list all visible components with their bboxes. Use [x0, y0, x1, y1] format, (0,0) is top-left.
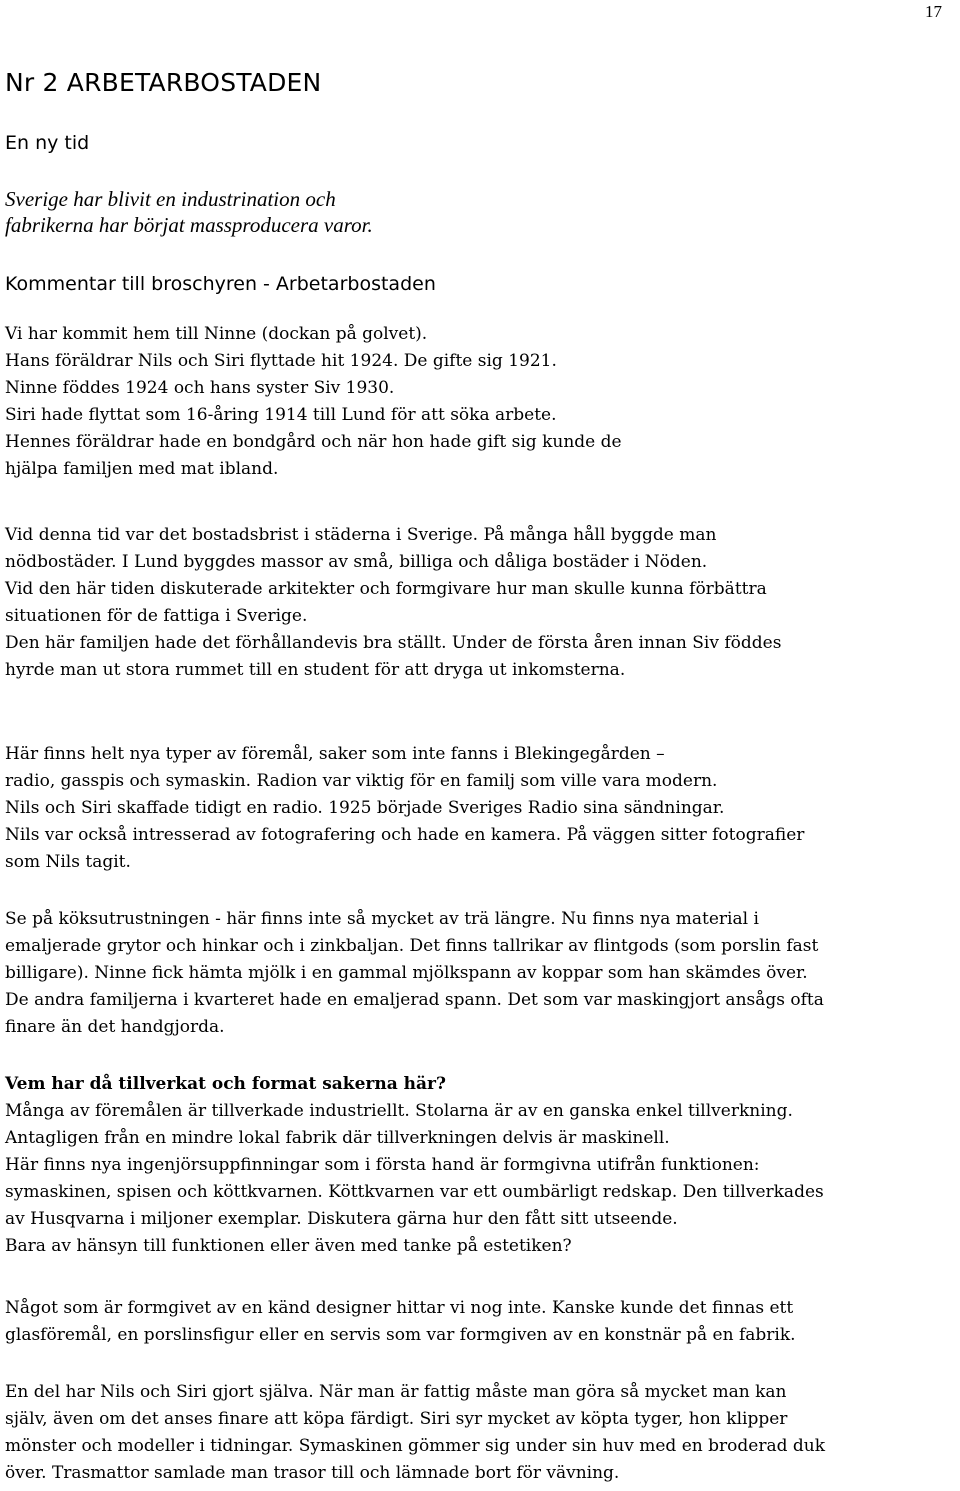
text-line: Antagligen från en mindre lokal fabrik där tillverkningen delvis är maskinell. [5, 1128, 670, 1148]
text-line: Hans föräldrar Nils och Siri flyttade hit 1924. De gifte sig 1921. [5, 351, 557, 371]
comment-heading: Kommentar till broschyren - Arbetarbostaden [5, 273, 436, 295]
text-line: som Nils tagit. [5, 852, 131, 872]
text-line: Nils och Siri skaffade tidigt en radio. 1925 började Sveriges Radio sina sändningar. [5, 798, 725, 818]
question-heading: Vem har då tillverkat och format sakerna här? [5, 1074, 446, 1094]
paragraph-manufacturing [5, 1071, 824, 1260]
paragraph-kitchen [5, 906, 824, 1041]
paragraph-homemade [5, 1379, 825, 1487]
page-title: Nr 2 ARBETARBOSTADEN [5, 68, 322, 97]
text-line: Vid denna tid var det bostadsbrist i städerna i Sverige. På många håll byggde man [5, 525, 717, 545]
text-line: Bara av hänsyn till funktionen eller även med tanke på estetiken? [5, 1236, 572, 1256]
text-line: finare än det handgjorda. [5, 1017, 225, 1037]
text-line: Många av föremålen är tillverkade industriellt. Stolarna är av en ganska enkel tillverkning. [5, 1101, 793, 1121]
text-line: glasföremål, en porslinsfigur eller en servis som var formgiven av en konstnär på en fabrik. [5, 1325, 796, 1345]
text-line: själv, även om det anses finare att köpa färdigt. Siri syr mycket av köpta tyger, hon klipper [5, 1409, 788, 1429]
text-line: billigare). Ninne fick hämta mjölk i en gammal mjölkspann av koppar som han skämdes över. [5, 963, 808, 983]
intro-line: fabrikerna har börjat massproducera varor. [5, 213, 373, 237]
text-line: hjälpa familjen med mat ibland. [5, 459, 279, 479]
text-line: radio, gasspis och symaskin. Radion var viktig för en familj som ville vara modern. [5, 771, 718, 791]
paragraph-housing [5, 522, 781, 684]
text-line: mönster och modeller i tidningar. Symaskinen gömmer sig under sin huv med en broderad duk [5, 1436, 825, 1456]
text-line: nödbostäder. I Lund byggdes massor av små, billiga och dåliga bostäder i Nöden. [5, 552, 708, 572]
paragraph-designer [5, 1295, 796, 1349]
section-subtitle: En ny tid [5, 132, 90, 154]
text-line: Vi har kommit hem till Ninne (dockan på golvet). [5, 324, 428, 344]
text-line: Här finns nya ingenjörsuppfinningar som i första hand är formgivna utifrån funktionen: [5, 1155, 760, 1175]
text-line: av Husqvarna i miljoner exemplar. Diskutera gärna hur den fått sitt utseende. [5, 1209, 678, 1229]
text-line: emaljerade grytor och hinkar och i zinkbaljan. Det finns tallrikar av flintgods (som porslin fast [5, 936, 819, 956]
text-line: Den här familjen hade det förhållandevis bra ställt. Under de första åren innan Siv föddes [5, 633, 782, 653]
text-line: över. Trasmattor samlade man trasor till och lämnade bort för vävning. [5, 1463, 620, 1483]
intro-text [5, 186, 373, 238]
text-line: Ninne föddes 1924 och hans syster Siv 1930. [5, 378, 395, 398]
intro-line: Sverige har blivit en industrination och [5, 187, 336, 211]
paragraph-new-objects [5, 741, 804, 876]
text-line: Något som är formgivet av en känd designer hittar vi nog inte. Kanske kunde det finnas ett [5, 1298, 794, 1318]
text-line: situationen för de fattiga i Sverige. [5, 606, 308, 626]
text-line: Siri hade flyttat som 16-åring 1914 till Lund för att söka arbete. [5, 405, 557, 425]
text-line: Hennes föräldrar hade en bondgård och när hon hade gift sig kunde de [5, 432, 622, 452]
text-line: Här finns helt nya typer av föremål, saker som inte fanns i Blekingegården – [5, 744, 665, 764]
text-line: En del har Nils och Siri gjort själva. När man är fattig måste man göra så mycket man kan [5, 1382, 787, 1402]
text-line: Vid den här tiden diskuterade arkitekter och formgivare hur man skulle kunna förbättra [5, 579, 767, 599]
text-line: De andra familjerna i kvarteret hade en emaljerad spann. Det som var maskingjort ansågs ofta [5, 990, 824, 1010]
text-line: hyrde man ut stora rummet till en student för att dryga ut inkomsterna. [5, 660, 626, 680]
text-line: Se på köksutrustningen - här finns inte så mycket av trä längre. Nu finns nya material i [5, 909, 759, 929]
text-line: symaskinen, spisen och köttkvarnen. Köttkvarnen var ett oumbärligt redskap. Den tillverkades [5, 1182, 824, 1202]
paragraph-family [5, 321, 622, 483]
page-number: 17 [925, 2, 942, 21]
text-line: Nils var också intresserad av fotografering och hade en kamera. På väggen sitter fotografier [5, 825, 805, 845]
